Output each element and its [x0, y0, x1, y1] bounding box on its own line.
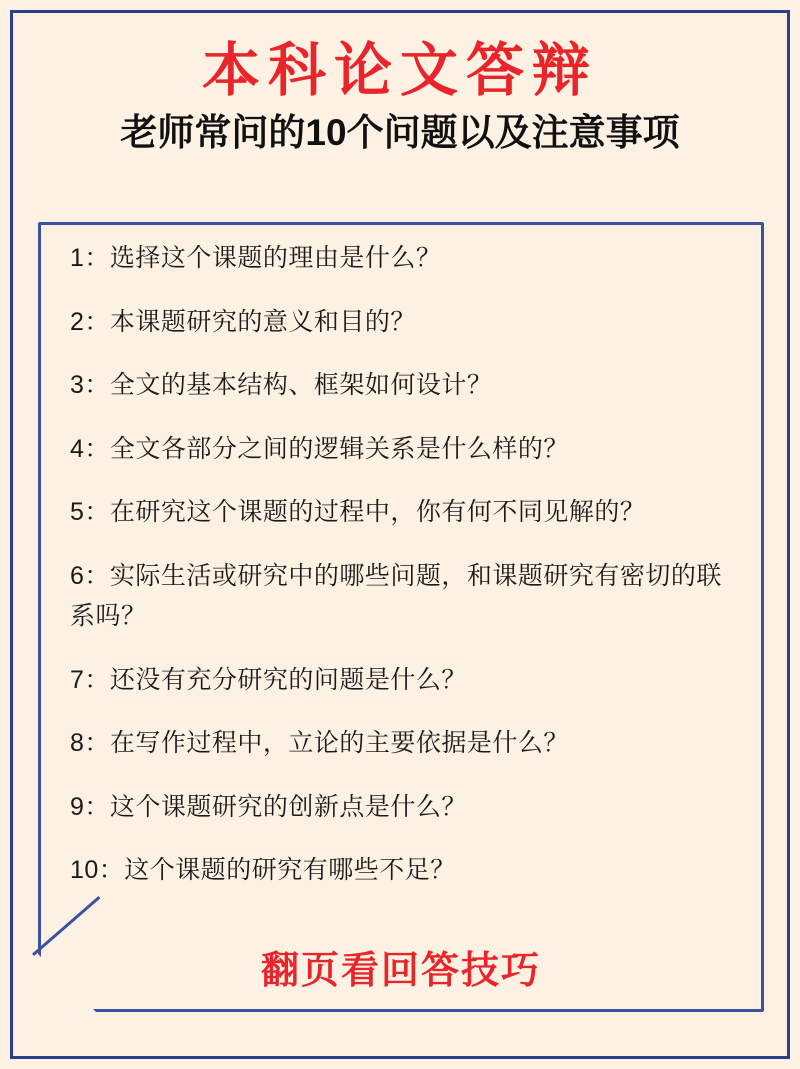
- page-title: 本科论文答辩: [201, 38, 598, 103]
- list-item: 7：还没有充分研究的问题是什么？: [70, 665, 467, 694]
- list-item: 4：全文各部分之间的逻辑关系是什么样的？: [70, 434, 569, 463]
- list-item: 8：在写作过程中，立论的主要依据是什么？: [70, 729, 569, 757]
- list-item: 2：本课题研究的意义和目的？: [70, 307, 416, 336]
- list-item: 3：全文的基本结构、框架如何设计？: [70, 371, 493, 399]
- poster-header: [22, 24, 778, 157]
- list-item: 5：在研究这个课题的过程中，你有何不同见解的？: [70, 498, 646, 526]
- question-card: [38, 222, 764, 1012]
- footer-cta-text: 翻页看回答技巧: [260, 950, 541, 992]
- list-item: 9：这个课题研究的创新点是什么？: [70, 792, 467, 821]
- list-item: 6：实际生活或研究中的哪些问题，和课题研究有密切的联系吗？: [70, 561, 722, 630]
- list-item: 10：这个课题的研究有哪些不足？: [70, 856, 456, 884]
- question-list: [70, 238, 734, 891]
- page-subtitle: 老师常问的10个问题以及注意事项: [120, 111, 680, 153]
- list-item: 1：选择这个课题的理由是什么？: [70, 244, 442, 272]
